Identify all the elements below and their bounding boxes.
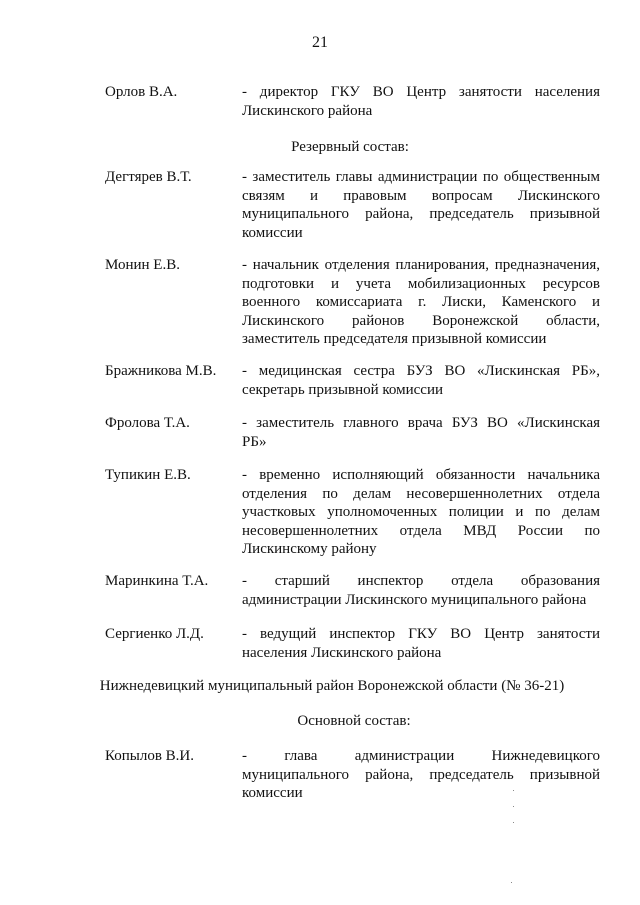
role-line: участковых уполномоченных полиции и по делам	[242, 504, 600, 520]
role-line: военного комиссариата г. Лиски, Каменского и	[242, 294, 600, 310]
role-line: - заместитель главного врача БУЗ ВО «Лискинская	[242, 415, 600, 431]
member-name: Бражникова М.В.	[105, 363, 217, 379]
member-name: Орлов В.А.	[105, 84, 178, 100]
member-role	[242, 362, 600, 399]
role-line: комиссии	[242, 785, 303, 801]
member-role	[242, 466, 600, 559]
role-line: - директор ГКУ ВО Центр занятости населения	[242, 84, 600, 100]
role-line: - старший инспектор отдела образования	[242, 573, 600, 589]
role-line: муниципального района, председатель призывной	[242, 206, 600, 222]
member-name: Сергиенко Л.Д.	[105, 626, 204, 642]
role-line: связям и правовым вопросам Лискинского	[242, 187, 600, 204]
role-line: Лискинского районов Воронежской области,	[242, 312, 600, 329]
role-line: - глава администрации Нижнедевицкого	[242, 748, 600, 764]
member-role	[242, 572, 600, 609]
scan-speck	[513, 790, 514, 791]
reserve-heading: Резервный состав:	[291, 139, 409, 155]
member-role	[242, 625, 600, 662]
role-line: подготовки и учета мобилизационных ресурсов	[242, 275, 600, 292]
scan-speck	[513, 822, 514, 823]
member-role	[242, 168, 600, 242]
member-role	[242, 414, 600, 451]
role-line: РБ»	[242, 433, 267, 450]
role-line: муниципального района, председатель призывной	[242, 766, 600, 783]
member-name: Тупикин Е.В.	[105, 467, 191, 483]
member-name: Фролова Т.А.	[105, 415, 190, 431]
role-line: несовершеннолетних отдела МВД России по	[242, 522, 600, 539]
role-line: секретарь призывной комиссии	[242, 381, 444, 398]
role-line: отделения по делам несовершеннолетних отдела	[242, 485, 600, 502]
member-name: Маринкина Т.А.	[105, 573, 209, 589]
role-line: - временно исполняющий обязанности начальника	[242, 467, 600, 483]
role-line: Лискинскому району	[242, 541, 377, 557]
member-name: Монин Е.В.	[105, 257, 180, 273]
member-role	[242, 256, 600, 349]
role-line: - ведущий инспектор ГКУ ВО Центр занятости	[242, 626, 600, 642]
member-name: Копылов В.И.	[105, 748, 195, 764]
scan-speck	[511, 882, 512, 883]
role-line: - начальник отделения планирования, предназначения,	[242, 257, 600, 273]
role-line: населения Лискинского района	[242, 644, 442, 661]
role-line: - медицинская сестра БУЗ ВО «Лискинская РБ»,	[242, 363, 600, 379]
role-line: - заместитель главы администрации по общественным	[242, 169, 600, 185]
member-role	[242, 83, 600, 120]
member-role	[242, 747, 600, 803]
scan-speck	[513, 806, 514, 807]
role-line: Лискинского района	[242, 102, 373, 119]
page-number: 21	[312, 34, 328, 51]
district-heading: Нижнедевицкий муниципальный район Воронежской области (№ 36-21)	[99, 678, 565, 694]
main-heading: Основной состав:	[297, 713, 411, 729]
role-line: администрации Лискинского муниципального района	[242, 591, 587, 608]
member-name: Дегтярев В.Т.	[105, 169, 192, 185]
role-line: комиссии	[242, 224, 303, 241]
role-line: заместитель председателя призывной комиссии	[242, 331, 547, 347]
